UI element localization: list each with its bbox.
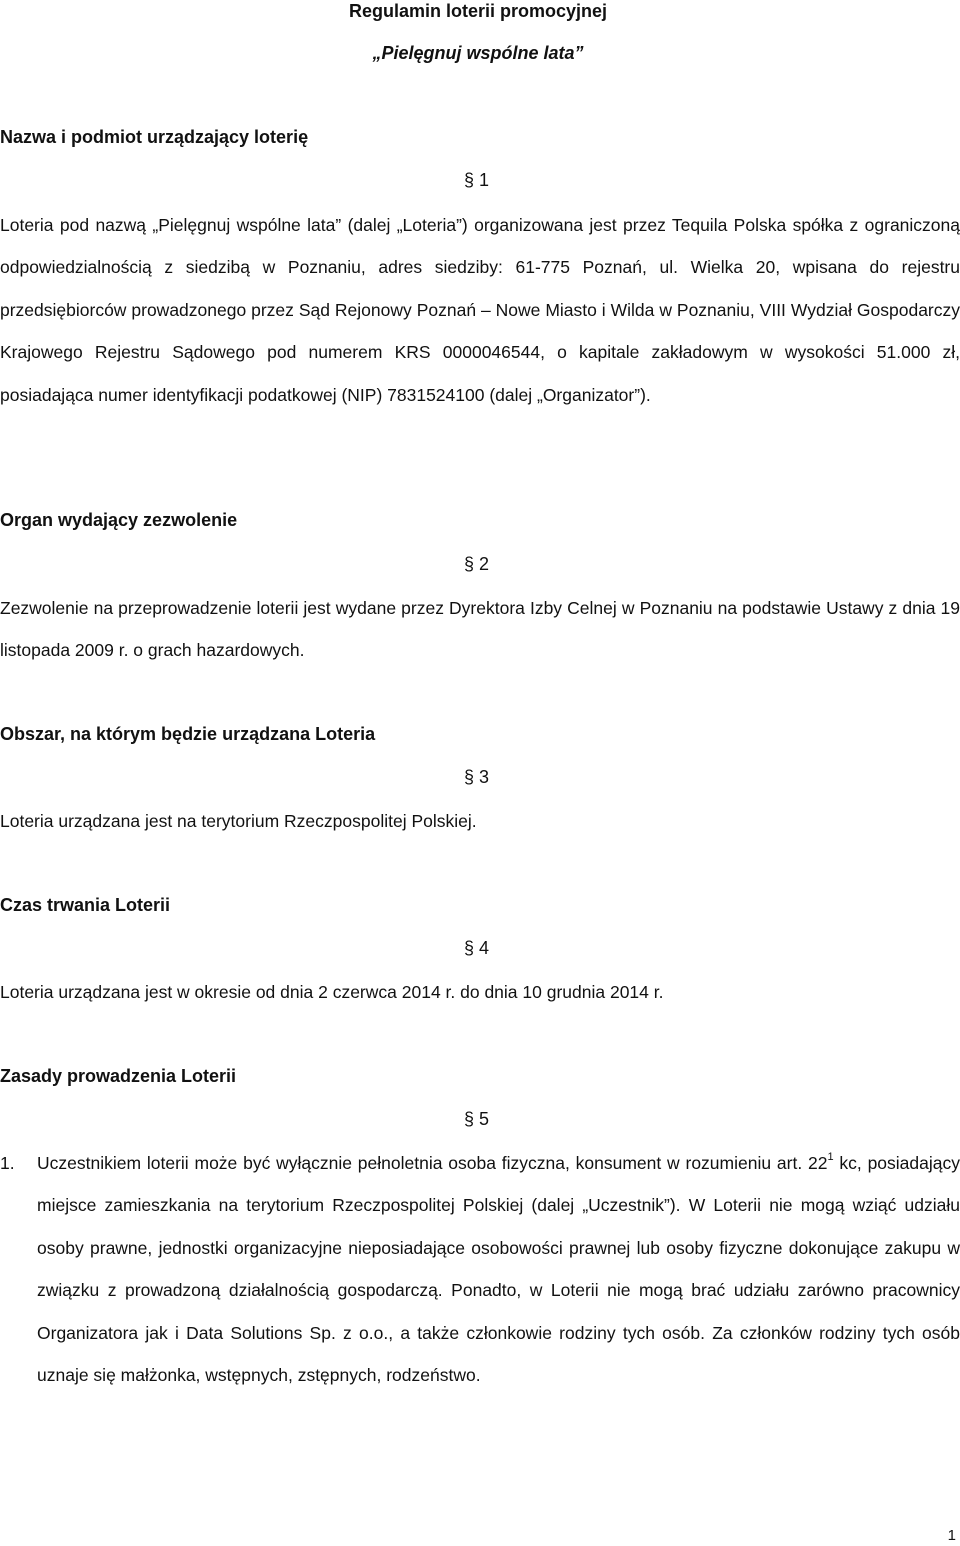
list-item-text-end: kc, posiadający miejsce zamieszkania na terytorium Rzeczpospolitej Polskiej (dalej „Uczestnik”). W Loterii nie mogą wziąć udziału osoby prawne, jednostki organizacyjne nieposiadające osobowości prawnej lub osoby fizyczne dokonujące zakupu w związku z prowadzoną działalnością gospodarczą. Ponadto, w Loterii nie mogą brać udziału zarówno pracownicy Organizatora jak i Data Solutions Sp. z o.o., a także członkowie rodziny tych osób. Za członków rodziny tych osób uznaje się małżonka, wstępnych, zstępnych, rodzeństwo. [37, 1153, 960, 1386]
section-1-mark: § 1 [464, 170, 490, 190]
section-3-text: Loteria urządzana jest na terytorium Rzeczpospolitej Polskiej. [0, 811, 477, 831]
list-item-number: 1. [0, 1153, 15, 1173]
list-item-text-start: Uczestnikiem loterii może być wyłącznie pełnoletnia osoba fizyczna, konsument w rozumieniu art. 22 [37, 1153, 828, 1173]
list-item [0, 1142, 960, 1396]
section-2-mark: § 2 [464, 554, 490, 574]
section-2-heading: Organ wydający zezwolenie [0, 510, 238, 530]
rules-list [0, 1142, 960, 1396]
section-1-text: Loteria pod nazwą „Pielęgnuj wspólne lata” (dalej „Loteria”) organizowana jest przez Tequila Polska spółka z ograniczoną odpowiedzialnością z siedzibą w Poznaniu, adres siedziby: 61-775 Poznań, ul. Wielka 20, wpisana do rejestru przedsiębiorców prowadzonego przez Sąd Rejonowy Poznań – Nowe Miasto i Wilda w Poznaniu, VIII Wydział Gospodarczy Krajowego Rejestru Sądowego pod numerem KRS 0000046544, o kapitale zakładowym w wysokości 51.000 zł, posiadająca numer identyfikacji podatkowej (NIP) 7831524100 (dalej „Organizator”). [0, 215, 960, 405]
page-number: 1 [947, 1527, 956, 1544]
section-1-heading: Nazwa i podmiot urządzający loterię [0, 127, 309, 147]
section-4-mark: § 4 [464, 938, 490, 958]
section-4-heading: Czas trwania Loterii [0, 895, 171, 915]
document-subtitle: „Pielęgnuj wspólne lata” [372, 43, 584, 63]
document-title: Regulamin loterii promocyjnej [348, 1, 608, 21]
section-5-heading: Zasady prowadzenia Loterii [0, 1066, 237, 1086]
section-5-mark: § 5 [464, 1109, 490, 1129]
section-3-heading: Obszar, na którym będzie urządzana Loteria [0, 724, 376, 744]
section-4-text: Loteria urządzana jest w okresie od dnia 2 czerwca 2014 r. do dnia 10 grudnia 2014 r. [0, 982, 664, 1002]
list-item-superscript: 1 [827, 1151, 834, 1163]
section-2-text: Zezwolenie na przeprowadzenie loterii jest wydane przez Dyrektora Izby Celnej w Poznaniu na podstawie Ustawy z dnia 19 listopada 2009 r. o grach hazardowych. [0, 598, 960, 661]
section-3-mark: § 3 [464, 767, 490, 787]
